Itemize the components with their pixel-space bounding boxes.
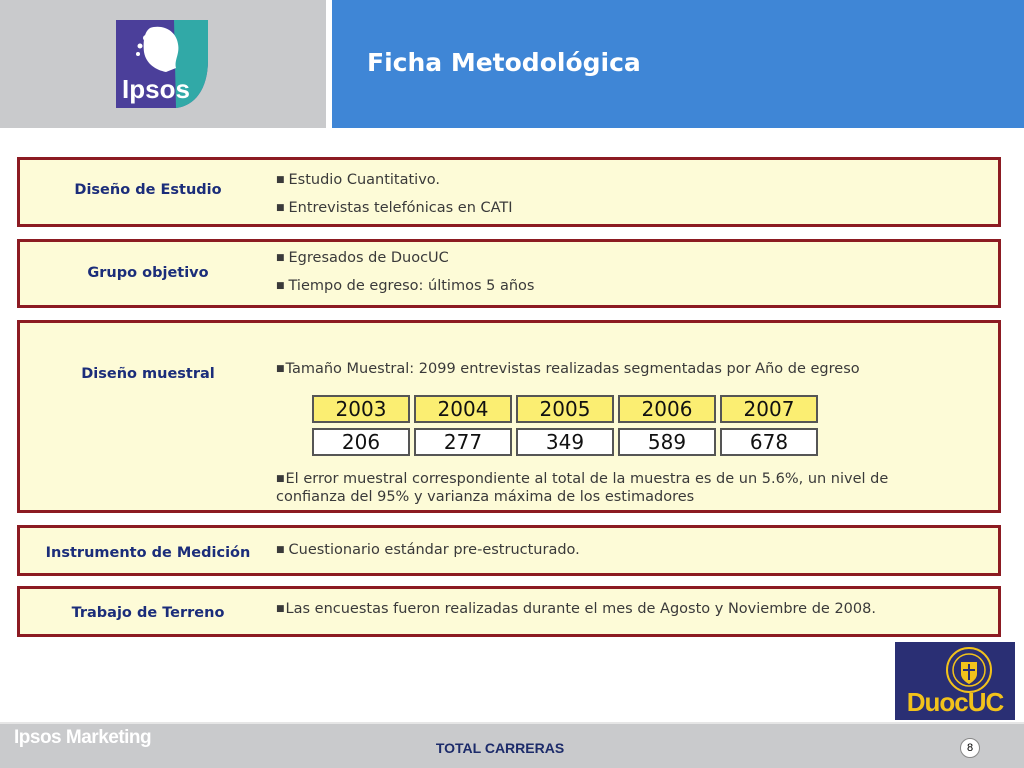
footer-brand: Ipsos Marketing [14, 727, 152, 748]
bullet-square-icon: ■ [276, 281, 285, 291]
panel-diseno-estudio [17, 157, 1001, 227]
bullet-item: ■ Estudio Cuantitativo. [276, 172, 441, 188]
label-grupo-objetivo: Grupo objetivo [87, 265, 209, 281]
bullet-square-icon: ■ [276, 253, 285, 263]
fieldwork-text: ■Las encuestas fueron realizadas durante el mes de Agosto y Noviembre de 2008. [276, 601, 876, 617]
bullet-item: ■ Tiempo de egreso: últimos 5 años [276, 278, 535, 294]
bullet-item: ■ Egresados de DuocUC [276, 250, 449, 266]
count-cell: 277 [414, 428, 512, 456]
bullet-square-icon: ■ [276, 474, 285, 484]
label-instrumento-medicion: Instrumento de Medición [45, 545, 251, 561]
page-title: Ficha Metodológica [367, 48, 641, 77]
error-note-line2: confianza del 95% y varianza máxima de los estimadores [276, 489, 695, 505]
year-cell: 2006 [618, 395, 716, 423]
ipsos-logo [116, 20, 208, 108]
count-cell: 349 [516, 428, 614, 456]
sample-size-text: ■Tamaño Muestral: 2099 entrevistas realizadas segmentadas por Año de egreso [276, 361, 860, 377]
bullet-square-icon: ■ [276, 604, 285, 614]
label-diseno-muestral: Diseño muestral [81, 366, 215, 382]
error-note-line1: ■El error muestral correspondiente al total de la muestra es de un 5.6%, un nivel de [276, 471, 889, 487]
bullet-item: ■ Cuestionario estándar pre-estructurado. [276, 542, 580, 558]
bullet-square-icon: ■ [276, 203, 285, 213]
panel-diseno-muestral [17, 320, 1001, 513]
bullet-square-icon: ■ [276, 364, 285, 374]
ipsos-logo-text: Ipsos [122, 74, 190, 104]
bullet-item: ■ Entrevistas telefónicas en CATI [276, 200, 513, 216]
year-cell: 2005 [516, 395, 614, 423]
year-cell: 2003 [312, 395, 410, 423]
label-diseno-estudio: Diseño de Estudio [74, 182, 222, 198]
duocuc-logo-text: DuocUC [906, 687, 1004, 717]
label-trabajo-terreno: Trabajo de Terreno [71, 605, 225, 621]
page-number: 8 [960, 738, 980, 758]
footer-center-title: TOTAL CARRERAS [435, 740, 565, 756]
panel-grupo-objetivo [17, 239, 1001, 308]
bullet-square-icon: ■ [276, 545, 285, 555]
panel-instrumento-medicion [17, 525, 1001, 576]
ipsos-logo-icon [116, 20, 208, 108]
count-cell: 206 [312, 428, 410, 456]
duocuc-logo [895, 642, 1015, 720]
year-cell: 2007 [720, 395, 818, 423]
panel-trabajo-terreno [17, 586, 1001, 637]
bullet-square-icon: ■ [276, 175, 285, 185]
year-cell: 2004 [414, 395, 512, 423]
count-cell: 589 [618, 428, 716, 456]
count-cell: 678 [720, 428, 818, 456]
